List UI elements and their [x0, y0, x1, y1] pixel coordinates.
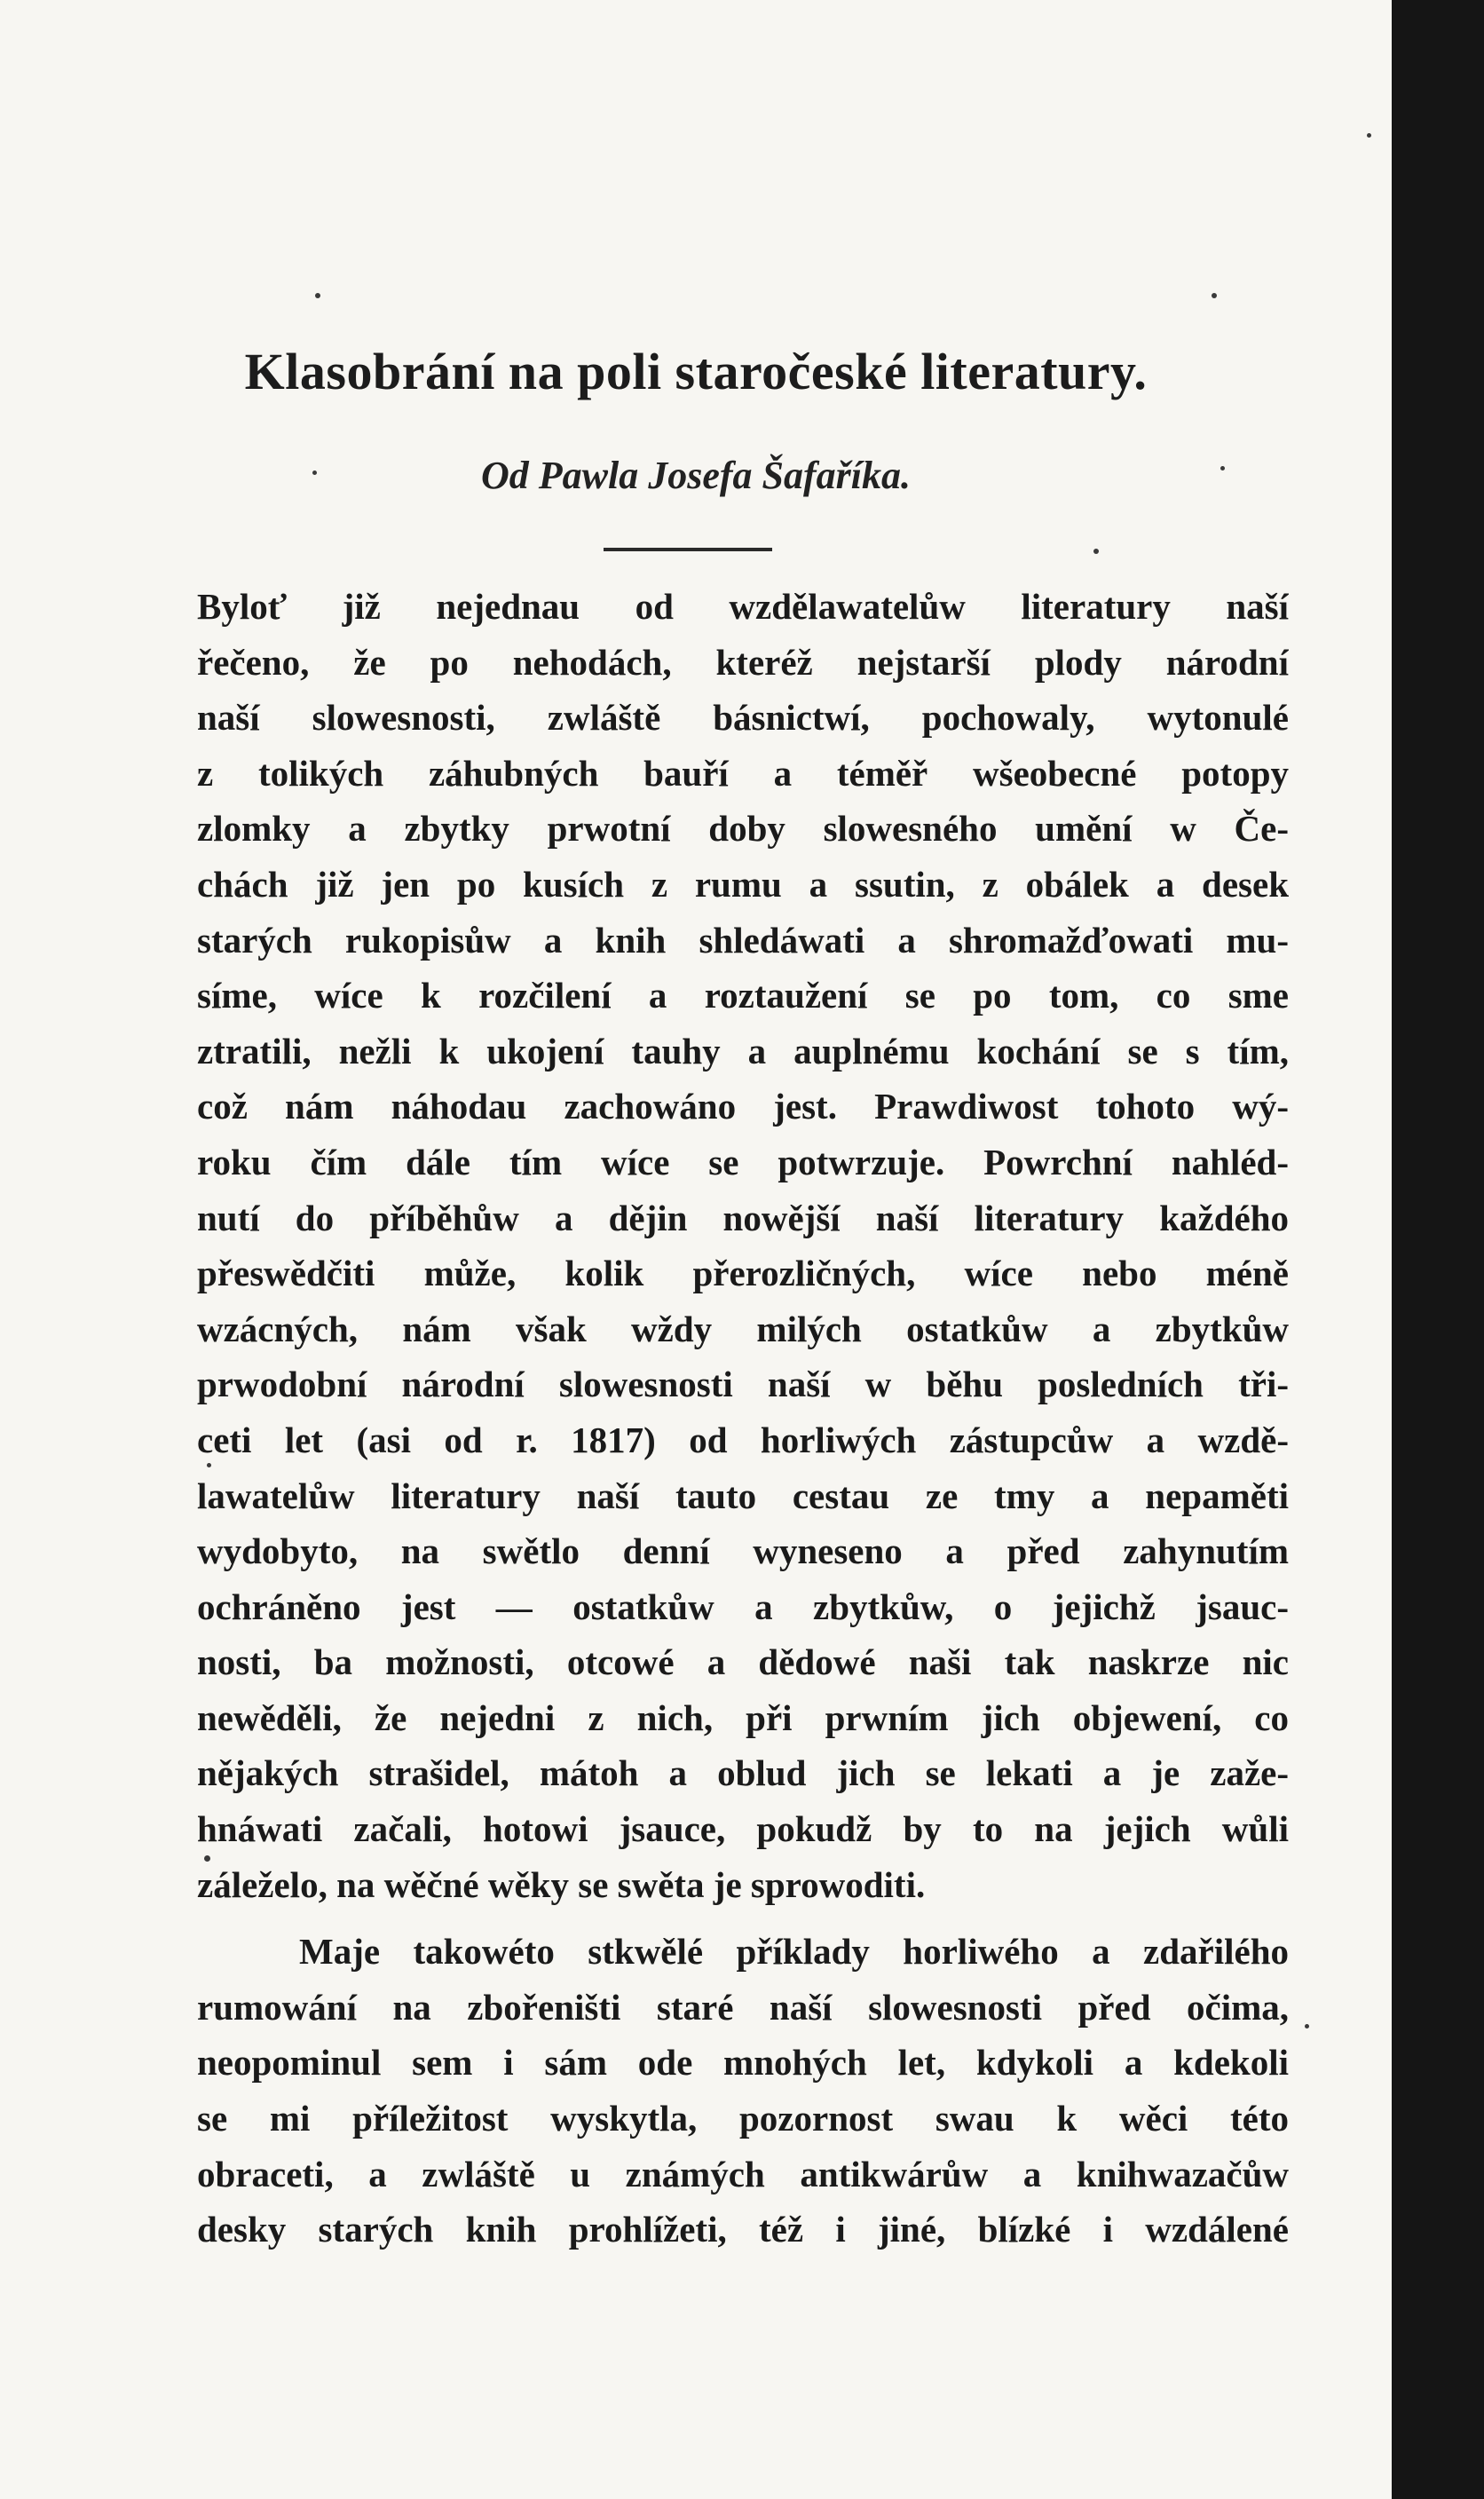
- paragraph-2: [197, 1924, 1289, 2258]
- text-line: nějakých strašidel, mátoh a oblud jich se lekati a je zaže-: [197, 1752, 1289, 1794]
- text-line: neopominul sem i sám ode mnohých let, kdykoli a kdekoli: [197, 2042, 1289, 2084]
- scan-speck: [1305, 2024, 1309, 2028]
- scan-speck: [1212, 293, 1217, 298]
- scan-edge: [1392, 0, 1484, 2499]
- text-line: nosti, ba možnosti, otcowé a dědowé naši tak naskrze nic: [197, 1641, 1289, 1683]
- text-line: wydobyto, na swětlo denní wyneseno a před zahynutím: [197, 1530, 1289, 1572]
- text-line: ceti let (asi od r. 1817) od horliwých zástupcůw a wzdě-: [197, 1419, 1289, 1460]
- text-line: starých rukopisůw a knih shledáwati a shromažďowati mu-: [197, 919, 1289, 961]
- text-line: nutí do příběhůw a dějin nowější naší literatury každého: [197, 1197, 1289, 1238]
- text-line: lawatelůw literatury naší tauto cestau ze tmy a nepaměti: [197, 1475, 1289, 1516]
- text-line: ochráněno jest — ostatkůw a zbytkůw, o jejichž jsauc-: [197, 1586, 1289, 1627]
- text-line: newěděli, že nejedni z nich, při prwním jich objewení, co: [197, 1696, 1289, 1738]
- text-line: zlomky a zbytky prwotní doby slowesného umění w Če-: [197, 808, 1289, 850]
- author-line: Od Pawla Josefa Šafaříka.: [481, 454, 911, 497]
- text-line: z tolikých záhubných bauří a téměř wšeobecné potopy: [197, 752, 1289, 794]
- scan-speck: [1367, 133, 1371, 138]
- text-line: ztratili, nežli k ukojení tauhy a auplnému kochání se s tím,: [197, 1030, 1289, 1072]
- text-line: Byloť již nejednau od wzdělawatelůw literatury naší: [197, 586, 1289, 627]
- text-line: síme, wíce k rozčilení a roztaužení se po tom, co sme: [197, 975, 1289, 1016]
- text-line: Maje takowéto stkwělé příklady horliwého a zdařilého: [299, 1931, 1289, 1973]
- paragraph-gap: [197, 1912, 1289, 1924]
- text-line: přeswědčiti může, kolik přerozličných, wíce nebo méně: [197, 1253, 1289, 1294]
- text-line: rumowání na zbořeništi staré naší slowesnosti před očima,: [197, 1986, 1289, 2028]
- text-line: obraceti, a zwláště u známých antikwárůw a knihwazačůw: [197, 2153, 1289, 2195]
- paragraph-1: [197, 579, 1289, 1912]
- scan-speck: [1093, 549, 1099, 554]
- text-line: což nám náhodau zachowáno jest. Prawdiwost tohoto wý-: [197, 1086, 1289, 1127]
- text-line: chách již jen po kusích z rumu a ssutin, z obálek a desek: [197, 863, 1289, 905]
- body-text: [197, 579, 1289, 2258]
- text-line: hnáwati začali, hotowi jsauce, pokudž by to na jejich wůli: [197, 1808, 1289, 1850]
- text-line: naší slowesnosti, zwláště básnictwí, pochowaly, wytonulé: [197, 697, 1289, 739]
- text-line: desky starých knih prohlížeti, též i jiné, blízké i wzdálené: [197, 2209, 1289, 2250]
- text-line: prwodobní národní slowesnosti naší w běhu posledních tři-: [197, 1364, 1289, 1405]
- page-title: Klasobrání na poli staročeské literatury.: [244, 343, 1148, 400]
- text-line: se mi příležitost wyskytla, pozornost swau k wěci této: [197, 2098, 1289, 2139]
- scan-speck: [315, 293, 320, 298]
- text-line: wzácných, nám však wždy milých ostatkůw a zbytkůw: [197, 1308, 1289, 1349]
- text-line: roku čím dále tím wíce se potwrzuje. Powrchní nahléd-: [197, 1141, 1289, 1182]
- text-line: záleželo, na wěčné wěky se swěta je sprowoditi.: [197, 1863, 926, 1905]
- text-line: řečeno, že po nehodách, kteréž nejstarší plody národní: [197, 641, 1289, 683]
- title-rule: [604, 548, 772, 551]
